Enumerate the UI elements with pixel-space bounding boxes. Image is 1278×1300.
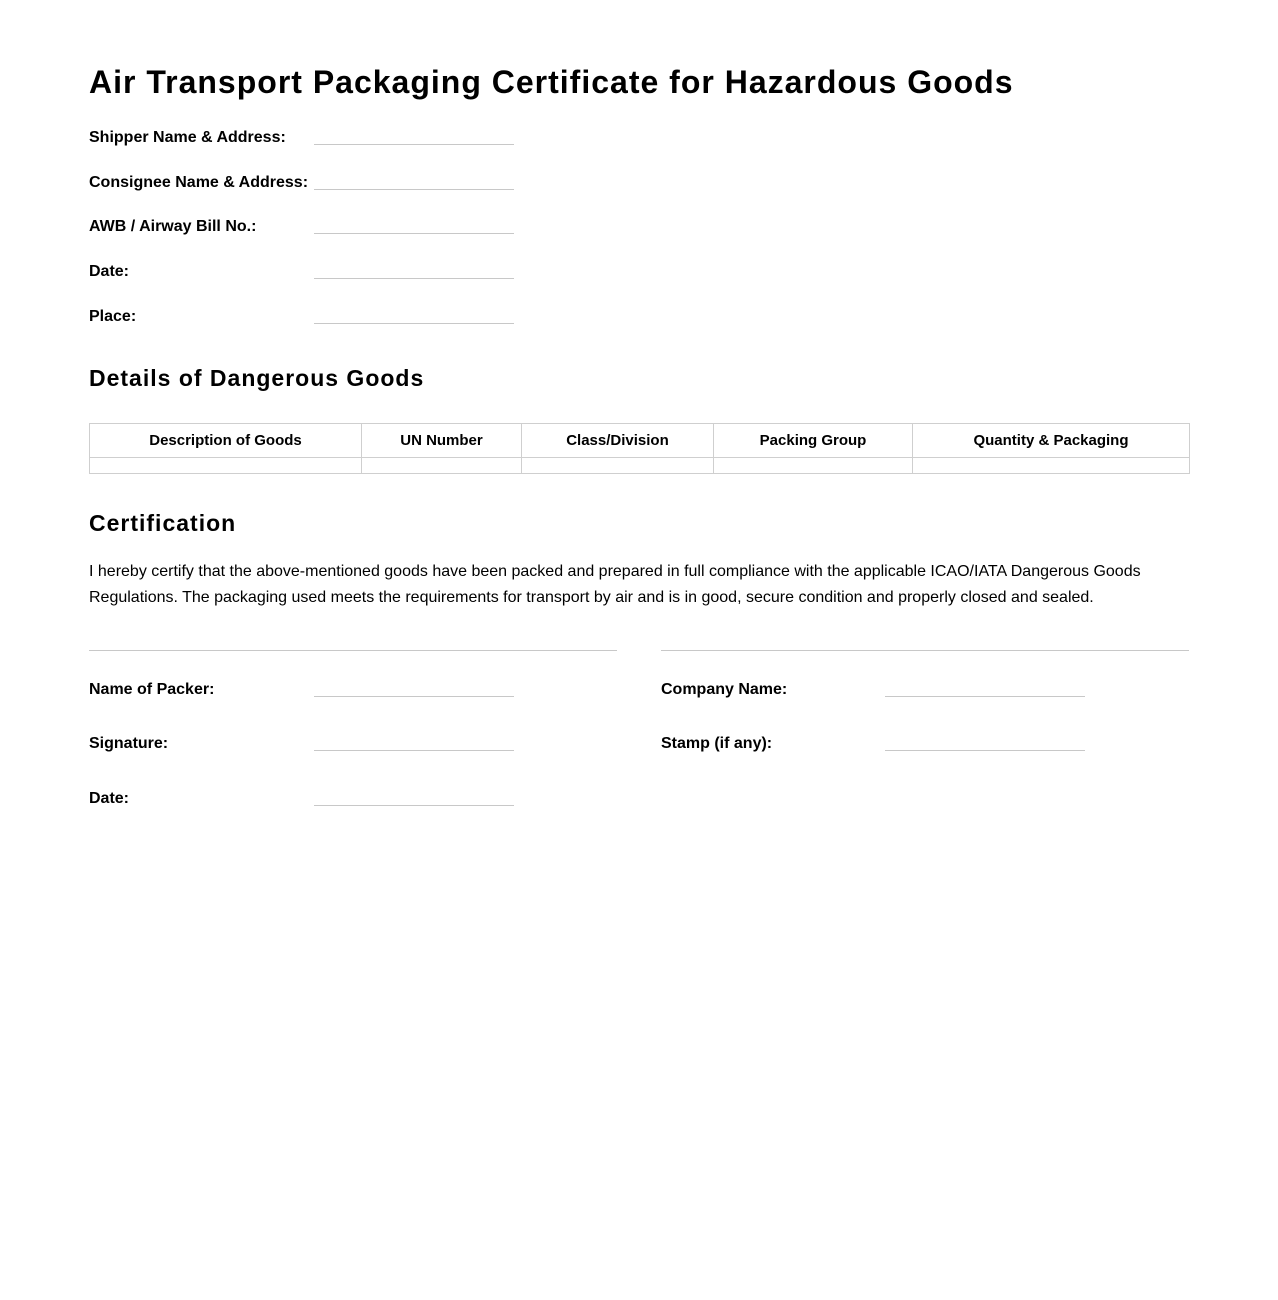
awb-input-line[interactable] [314,233,514,234]
table-cell[interactable] [714,458,913,474]
shipper-field [89,129,519,153]
consignee-label: Consignee Name & Address: [89,174,309,191]
date-input-line[interactable] [314,278,514,279]
shipper-label: Shipper Name & Address: [89,129,286,146]
column-header-quantity-packaging: Quantity & Packaging [913,424,1190,458]
place-label: Place: [89,308,137,325]
date-label: Date: [89,263,130,280]
table-cell[interactable] [522,458,714,474]
table-cell[interactable] [913,458,1190,474]
awb-label: AWB / Airway Bill No.: [89,218,257,235]
column-header-description: Description of Goods [90,424,362,458]
signature-field [89,735,519,759]
certification-statement: I hereby certify that the above-mentioned goods have been packed and prepared in full compliance with the applicable ICAO/IATA Dangerous Goods Regulations. The packaging used meets the requirements for transport by air and is in good, secure condition and properly closed and sealed. [89,563,1141,606]
column-header-class-division: Class/Division [522,424,714,458]
stamp-field [661,735,1091,759]
table-cell[interactable] [362,458,522,474]
packer-name-field [89,681,519,705]
place-field [89,308,519,332]
company-name-field [661,681,1091,705]
packer-name-label: Name of Packer: [89,681,215,698]
signature-date-label: Date: [89,790,130,807]
stamp-input-line[interactable] [885,750,1085,751]
table-row [90,458,1190,474]
signature-input-line[interactable] [314,750,514,751]
company-name-input-line[interactable] [885,696,1085,697]
table-header-row [90,424,1190,458]
table-cell[interactable] [90,458,362,474]
signature-label: Signature: [89,735,169,752]
packer-name-input-line[interactable] [314,696,514,697]
dangerous-goods-table [89,423,1190,474]
column-header-un-number: UN Number [362,424,522,458]
awb-field [89,218,519,242]
shipper-input-line[interactable] [314,144,514,145]
company-name-label: Company Name: [661,681,788,698]
certification-heading: Certification [89,510,237,536]
stamp-label: Stamp (if any): [661,735,773,752]
date-field [89,263,519,287]
signature-date-input-line[interactable] [314,805,514,806]
goods-section-heading: Details of Dangerous Goods [89,365,425,391]
signature-divider-left [89,650,617,651]
signature-date-field [89,790,519,814]
consignee-input-line[interactable] [314,189,514,190]
column-header-packing-group: Packing Group [714,424,913,458]
place-input-line[interactable] [314,323,514,324]
consignee-field [89,174,519,198]
document-title: Air Transport Packaging Certificate for Hazardous Goods [89,64,1014,100]
signature-divider-right [661,650,1189,651]
